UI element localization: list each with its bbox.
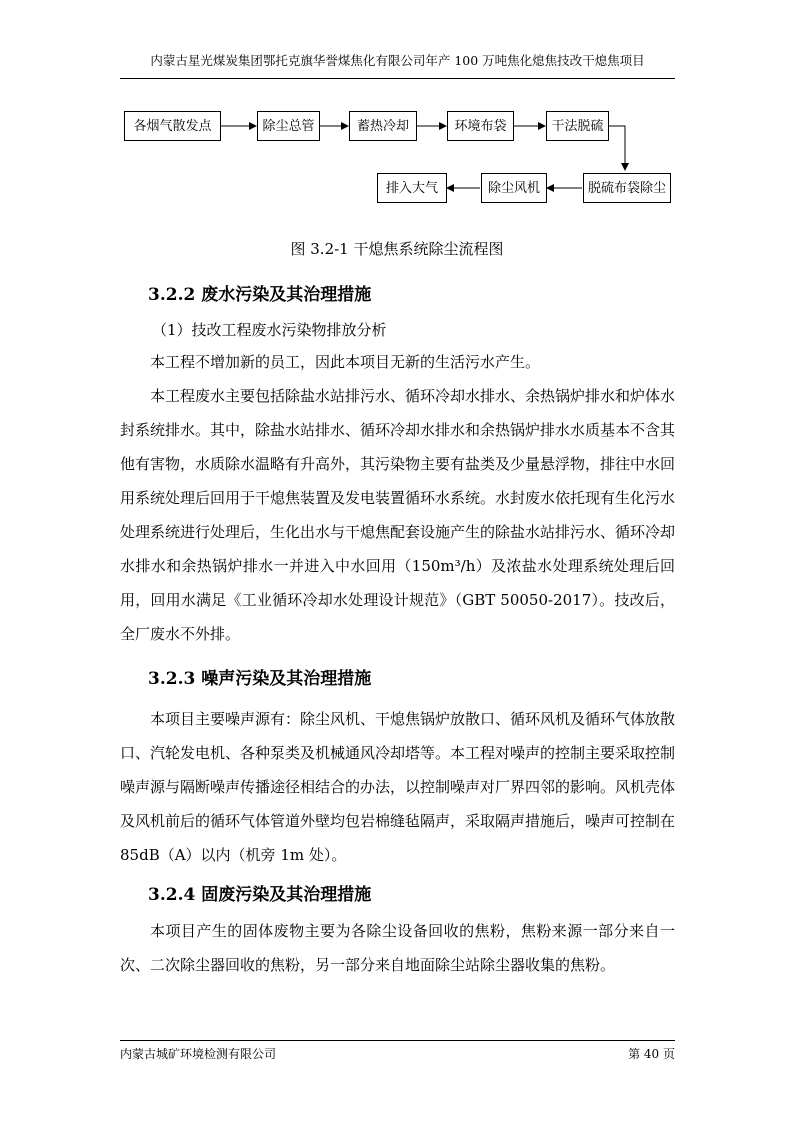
- paragraph: 本项目主要噪声源有：除尘风机、干熄焦锅炉放散口、循环风机及循环气体放散口、汽轮发电机、各种泵类及机械通风冷却塔等。本工程对噪声的控制主要采取控制噪声源与隔断噪声传播途径相结合的办法，以控制噪声对厂界四邻的影响。风机壳体及风机前后的循环气体管道外壁均包岩棉缝毡隔声，采取隔声措施后，噪声可控制在 85dB（A）以内（机旁 1m 处）。: [120, 710, 676, 864]
- section-title-3-2-3: 3.2.3 噪声污染及其治理措施: [148, 669, 372, 689]
- section-title-3-2-2: 3.2.2 废水污染及其治理措施: [148, 285, 372, 305]
- arrow-5: [609, 126, 625, 170]
- flow-node-heat-storage-cooling: 蓄热冷却: [349, 111, 417, 141]
- paragraph: 本项目产生的固体废物主要为各除尘设备回收的焦粉，焦粉来源一部分来自一次、二次除尘器回收的焦粉，另一部分来自地面除尘站除尘器收集的焦粉。: [120, 922, 675, 974]
- figure-caption: 图 3.2-1 干熄焦系统除尘流程图: [290, 240, 504, 258]
- flow-node-desulf-bag-dedust: 脱硫布袋除尘: [583, 173, 671, 203]
- header-title: 内蒙古星光煤炭集团鄂托克旗华誉煤焦化有限公司年产 100 万吨焦化熄焦技改干熄焦项目: [150, 53, 645, 68]
- paragraph: 本工程不增加新的员工，因此本项目无新的生活污水产生。: [150, 353, 541, 371]
- flowchart: [0, 0, 794, 240]
- flow-node-emission-points: 各烟气散发点: [124, 111, 221, 141]
- flow-node-dust-main-pipe: 除尘总管: [257, 111, 320, 141]
- section-title-3-2-4: 3.2.4 固废污染及其治理措施: [148, 885, 372, 905]
- page-footer: [120, 1040, 675, 1062]
- flow-node-discharge-atmosphere: 排入大气: [377, 173, 447, 203]
- page-number: 第 40 页: [628, 1047, 675, 1061]
- footer-org: 内蒙古城矿环境检测有限公司: [120, 1047, 277, 1061]
- subsection-title: （1）技改工程废水污染物排放分析: [152, 321, 387, 339]
- paragraph: 本工程废水主要包括除盐水站排污水、循环冷却水排水、余热锅炉排水和炉体水封系统排水。其中，除盐水站排水、循环冷却水排水和余热锅炉排水水质基本不含其他有害物，水质除水温略有升高外，其污染物主要有盐类及少量悬浮物，排往中水回用系统处理后回用于干熄焦装置及发电装置循环水系统。水封废水依托现有生化污水处理系统进行处理后，生化出水与干熄焦配套设施产生的除盐水站排污水、循环冷却水排水和余热锅炉排水一并进入中水回用（150m³/h）及浓盐水处理系统处理后回用，回用水满足《工业循环冷却水处理设计规范》（GBT 50050-2017）。技改后，全厂废水不外排。: [120, 387, 676, 643]
- flow-node-dry-desulfurization: 干法脱硫: [546, 111, 609, 141]
- flow-node-env-baghouse: 环境布袋: [447, 111, 514, 141]
- flow-node-dust-fan: 除尘风机: [481, 173, 547, 203]
